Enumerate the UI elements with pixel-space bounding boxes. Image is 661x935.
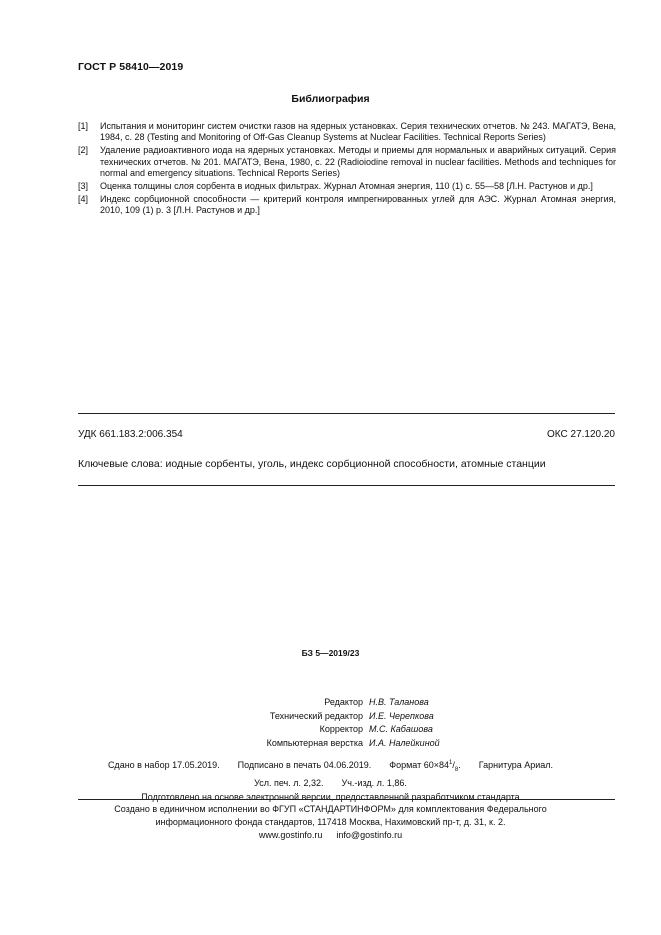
staff-name: М.С. Кабашова [369, 724, 433, 735]
entry-number: [2] [78, 145, 89, 156]
prepared-note: Подготовлено на основе электронной версии, предоставленной разработчиком стандарта [141, 791, 520, 802]
staff-role: Корректор [319, 724, 363, 735]
bibliography-entry [78, 121, 616, 143]
staff-row [0, 696, 661, 710]
typeface: Гарнитура Ариал. [478, 760, 554, 770]
entry-number: [4] [78, 194, 89, 205]
website-link[interactable]: www.gostinfo.ru [258, 830, 323, 840]
staff-row [0, 723, 661, 737]
entry-text: Испытания и мониторинг систем очистки газов на ядерных установках. Серия технических отчетов. № 243. МАГАТЭ, Вена, 1984, с. 28 (Testing and Monitoring of Off-Gas Cleanup Systems at Nuclear Facilities. Technical Reports Series) [100, 121, 616, 143]
sign-date: Подписано в печать 04.06.2019. [237, 760, 372, 770]
divider-footer [78, 799, 615, 800]
divider-bottom [78, 485, 615, 486]
staff-role: Редактор [324, 697, 363, 707]
staff-role: Технический редактор [269, 710, 363, 721]
staff-row [0, 737, 661, 751]
udc-code: УДК 661.183.2:006.354 [78, 429, 183, 440]
entry-text: Оценка толщины слоя сорбента в иодных фильтрах. Журнал Атомная энергия, 110 (1) с. 55—58 [Л.Н. Растунов и др.] [100, 181, 593, 192]
bz-number: БЗ 5—2019/23 [301, 648, 360, 658]
staff-name: Н.В. Таланова [369, 697, 429, 707]
staff-row [0, 710, 661, 724]
format: Формат $60\times 84^1/_8$. [389, 760, 461, 773]
divider-top [78, 413, 615, 414]
entry-number: [3] [78, 181, 89, 192]
edit-sheets: Уч.-изд. л. 1,86. [341, 778, 407, 789]
bibliography-entry [78, 181, 616, 192]
publication-line-1 [0, 757, 661, 777]
bibliography-list [78, 121, 616, 219]
staff-name: И.Е. Черепкова [369, 710, 434, 721]
set-date: Сдано в набор 17.05.2019. [107, 760, 220, 770]
section-title: Библиография [291, 93, 370, 105]
keywords: Ключевые слова: иодные сорбенты, уголь, индекс сорбционной способности, атомные станции [78, 458, 546, 470]
staff-credits [0, 696, 661, 750]
entry-text: Удаление радиоактивного иода на ядерных установках. Методы и приемы для нормальных и аварийных ситуаций. Серия технических отчетов. № 201. МАГАТЭ, Вена, 1980, с. 22 (Radioiodine removal in nuclear facilities. Methods and techniques for normal and emergency situations. Technical Reports Series) [100, 145, 616, 178]
email-link[interactable]: info@gostinfo.ru [336, 830, 403, 840]
oks-code: ОКС 27.120.20 [547, 429, 615, 440]
footer-line-2: информационного фонда стандартов, 117418 Москва, Нахимовский пр-т, д. 31, к. 2. [155, 817, 506, 827]
staff-name: И.А. Налейкиной [369, 737, 440, 748]
footer-line-1: Создано в единичном исполнении во ФГУП «СТАНДАРТИНФОРМ» для комплектования Федерального [114, 804, 547, 814]
publication-line-2 [0, 777, 661, 790]
entry-text: Индекс сорбционной способности — критерий контроля импрегнированных углей для АЭС. Журнал Атомная энергия, 2010, 109 (1) р. 3 [Л.Н. Растунов и др.] [100, 194, 616, 216]
footer [0, 803, 661, 842]
bibliography-entry [78, 194, 616, 216]
footer-contacts [0, 829, 661, 842]
document-header: ГОСТ Р 58410—2019 [78, 61, 184, 73]
bibliography-entry [78, 145, 616, 179]
print-sheets: Усл. печ. л. 2,32. [254, 778, 324, 789]
publication-info [0, 757, 661, 804]
staff-role: Компьютерная верстка [266, 737, 363, 748]
entry-number: [1] [78, 121, 89, 131]
